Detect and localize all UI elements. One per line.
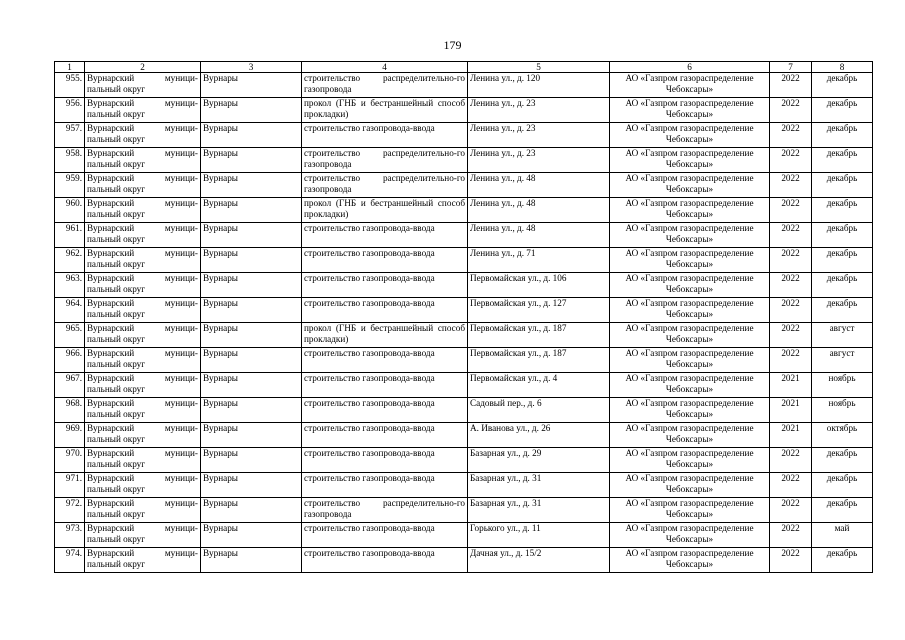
row-number-cell: 972. bbox=[55, 498, 85, 523]
work-type-cell: строительство газопровода-ввода bbox=[302, 123, 468, 148]
work-type-cell: строительство газопровода-ввода bbox=[302, 248, 468, 273]
page-number: 179 bbox=[443, 38, 462, 52]
table-row bbox=[55, 448, 873, 473]
table-row bbox=[55, 373, 873, 398]
work-type-cell: строительство газопровода-ввода bbox=[302, 373, 468, 398]
address-cell: Базарная ул., д. 31 bbox=[468, 473, 610, 498]
organization-cell: АО «Газпром газораспределение Чебоксары» bbox=[610, 548, 770, 573]
settlement-cell: Вурнары bbox=[201, 98, 302, 123]
settlement-cell: Вурнары bbox=[201, 373, 302, 398]
year-cell: 2022 bbox=[770, 548, 812, 573]
settlement-cell: Вурнары bbox=[201, 298, 302, 323]
month-cell: октябрь bbox=[812, 423, 873, 448]
address-cell: Первомайская ул., д. 106 bbox=[468, 273, 610, 298]
work-type-cell: строительство газопровода-ввода bbox=[302, 298, 468, 323]
row-number-cell: 960. bbox=[55, 198, 85, 223]
year-cell: 2022 bbox=[770, 73, 812, 98]
settlement-cell: Вурнары bbox=[201, 323, 302, 348]
organization-cell: АО «Газпром газораспределение Чебоксары» bbox=[610, 373, 770, 398]
address-cell: Ленина ул., д. 23 bbox=[468, 148, 610, 173]
month-cell: август bbox=[812, 348, 873, 373]
year-cell: 2022 bbox=[770, 273, 812, 298]
district-cell: Вурнарский муници-пальный округ bbox=[85, 473, 201, 498]
address-cell: Ленина ул., д. 120 bbox=[468, 73, 610, 98]
work-type-cell: строительство газопровода-ввода bbox=[302, 398, 468, 423]
month-cell: декабрь bbox=[812, 223, 873, 248]
work-type-cell: строительство распределительно-го газопровода bbox=[302, 498, 468, 523]
organization-cell: АО «Газпром газораспределение Чебоксары» bbox=[610, 248, 770, 273]
work-type-cell: прокол (ГНБ и бестраншейный способ прокладки) bbox=[302, 98, 468, 123]
organization-cell: АО «Газпром газораспределение Чебоксары» bbox=[610, 73, 770, 98]
table-row bbox=[55, 398, 873, 423]
address-cell: Ленина ул., д. 71 bbox=[468, 248, 610, 273]
year-cell: 2022 bbox=[770, 498, 812, 523]
column-header-1: 1 bbox=[55, 62, 85, 73]
organization-cell: АО «Газпром газораспределение Чебоксары» bbox=[610, 198, 770, 223]
table-row bbox=[55, 273, 873, 298]
month-cell: декабрь bbox=[812, 248, 873, 273]
address-cell: Первомайская ул., д. 187 bbox=[468, 348, 610, 373]
year-cell: 2022 bbox=[770, 348, 812, 373]
district-cell: Вурнарский муници-пальный округ bbox=[85, 398, 201, 423]
organization-cell: АО «Газпром газораспределение Чебоксары» bbox=[610, 173, 770, 198]
settlement-cell: Вурнары bbox=[201, 123, 302, 148]
work-type-cell: строительство газопровода-ввода bbox=[302, 348, 468, 373]
settlement-cell: Вурнары bbox=[201, 448, 302, 473]
month-cell: декабрь bbox=[812, 298, 873, 323]
address-cell: Первомайская ул., д. 127 bbox=[468, 298, 610, 323]
year-cell: 2022 bbox=[770, 98, 812, 123]
district-cell: Вурнарский муници-пальный округ bbox=[85, 123, 201, 148]
row-number-cell: 962. bbox=[55, 248, 85, 273]
organization-cell: АО «Газпром газораспределение Чебоксары» bbox=[610, 98, 770, 123]
address-cell: Дачная ул., д. 15/2 bbox=[468, 548, 610, 573]
settlement-cell: Вурнары bbox=[201, 348, 302, 373]
row-number-cell: 961. bbox=[55, 223, 85, 248]
year-cell: 2022 bbox=[770, 198, 812, 223]
year-cell: 2021 bbox=[770, 398, 812, 423]
table-row bbox=[55, 98, 873, 123]
month-cell: декабрь bbox=[812, 173, 873, 198]
table-row bbox=[55, 498, 873, 523]
work-type-cell: строительство распределительно-го газопровода bbox=[302, 73, 468, 98]
organization-cell: АО «Газпром газораспределение Чебоксары» bbox=[610, 448, 770, 473]
month-cell: декабрь bbox=[812, 473, 873, 498]
row-number-cell: 968. bbox=[55, 398, 85, 423]
address-cell: Садовый пер., д. 6 bbox=[468, 398, 610, 423]
table-row bbox=[55, 523, 873, 548]
year-cell: 2022 bbox=[770, 148, 812, 173]
table-row bbox=[55, 298, 873, 323]
work-type-cell: строительство распределительно-го газопровода bbox=[302, 148, 468, 173]
row-number-cell: 959. bbox=[55, 173, 85, 198]
table-row bbox=[55, 148, 873, 173]
year-cell: 2022 bbox=[770, 473, 812, 498]
table-row bbox=[55, 423, 873, 448]
row-number-cell: 957. bbox=[55, 123, 85, 148]
settlement-cell: Вурнары bbox=[201, 248, 302, 273]
district-cell: Вурнарский муници-пальный округ bbox=[85, 198, 201, 223]
settlement-cell: Вурнары bbox=[201, 548, 302, 573]
organization-cell: АО «Газпром газораспределение Чебоксары» bbox=[610, 323, 770, 348]
column-header-7: 7 bbox=[770, 62, 812, 73]
settlement-cell: Вурнары bbox=[201, 398, 302, 423]
month-cell: декабрь bbox=[812, 148, 873, 173]
district-cell: Вурнарский муници-пальный округ bbox=[85, 373, 201, 398]
year-cell: 2022 bbox=[770, 298, 812, 323]
organization-cell: АО «Газпром газораспределение Чебоксары» bbox=[610, 123, 770, 148]
year-cell: 2022 bbox=[770, 448, 812, 473]
work-type-cell: строительство газопровода-ввода bbox=[302, 548, 468, 573]
column-header-5: 5 bbox=[468, 62, 610, 73]
organization-cell: АО «Газпром газораспределение Чебоксары» bbox=[610, 473, 770, 498]
address-cell: Первомайская ул., д. 187 bbox=[468, 323, 610, 348]
district-cell: Вурнарский муници-пальный округ bbox=[85, 498, 201, 523]
settlement-cell: Вурнары bbox=[201, 73, 302, 98]
address-cell: Ленина ул., д. 48 bbox=[468, 173, 610, 198]
address-cell: Базарная ул., д. 31 bbox=[468, 498, 610, 523]
row-number-cell: 958. bbox=[55, 148, 85, 173]
work-type-cell: прокол (ГНБ и бестраншейный способ прокладки) bbox=[302, 198, 468, 223]
table-row bbox=[55, 348, 873, 373]
district-cell: Вурнарский муници-пальный округ bbox=[85, 323, 201, 348]
address-cell: Первомайская ул., д. 4 bbox=[468, 373, 610, 398]
district-cell: Вурнарский муници-пальный округ bbox=[85, 298, 201, 323]
table-row bbox=[55, 323, 873, 348]
year-cell: 2022 bbox=[770, 248, 812, 273]
work-type-cell: строительство газопровода-ввода bbox=[302, 523, 468, 548]
settlement-cell: Вурнары bbox=[201, 473, 302, 498]
table-row bbox=[55, 223, 873, 248]
settlement-cell: Вурнары bbox=[201, 173, 302, 198]
year-cell: 2022 bbox=[770, 523, 812, 548]
district-cell: Вурнарский муници-пальный округ bbox=[85, 273, 201, 298]
column-header-4: 4 bbox=[302, 62, 468, 73]
column-header-8: 8 bbox=[812, 62, 873, 73]
district-cell: Вурнарский муници-пальный округ bbox=[85, 148, 201, 173]
settlement-cell: Вурнары bbox=[201, 223, 302, 248]
district-cell: Вурнарский муници-пальный округ bbox=[85, 173, 201, 198]
organization-cell: АО «Газпром газораспределение Чебоксары» bbox=[610, 348, 770, 373]
table-row bbox=[55, 548, 873, 573]
row-number-cell: 971. bbox=[55, 473, 85, 498]
table-row bbox=[55, 173, 873, 198]
table-row bbox=[55, 248, 873, 273]
settlement-cell: Вурнары bbox=[201, 198, 302, 223]
district-cell: Вурнарский муници-пальный округ bbox=[85, 223, 201, 248]
row-number-cell: 970. bbox=[55, 448, 85, 473]
address-cell: Горького ул., д. 11 bbox=[468, 523, 610, 548]
district-cell: Вурнарский муници-пальный округ bbox=[85, 73, 201, 98]
settlement-cell: Вурнары bbox=[201, 273, 302, 298]
month-cell: декабрь bbox=[812, 98, 873, 123]
address-cell: А. Иванова ул., д. 26 bbox=[468, 423, 610, 448]
month-cell: август bbox=[812, 323, 873, 348]
work-type-cell: строительство газопровода-ввода bbox=[302, 473, 468, 498]
table-row bbox=[55, 123, 873, 148]
month-cell: декабрь bbox=[812, 123, 873, 148]
month-cell: декабрь bbox=[812, 273, 873, 298]
row-number-cell: 956. bbox=[55, 98, 85, 123]
district-cell: Вурнарский муници-пальный округ bbox=[85, 348, 201, 373]
row-number-cell: 974. bbox=[55, 548, 85, 573]
district-cell: Вурнарский муници-пальный округ bbox=[85, 98, 201, 123]
organization-cell: АО «Газпром газораспределение Чебоксары» bbox=[610, 298, 770, 323]
organization-cell: АО «Газпром газораспределение Чебоксары» bbox=[610, 423, 770, 448]
table-row bbox=[55, 473, 873, 498]
address-cell: Ленина ул., д. 48 bbox=[468, 223, 610, 248]
organization-cell: АО «Газпром газораспределение Чебоксары» bbox=[610, 148, 770, 173]
year-cell: 2022 bbox=[770, 123, 812, 148]
work-type-cell: строительство газопровода-ввода bbox=[302, 448, 468, 473]
work-type-cell: строительство газопровода-ввода bbox=[302, 423, 468, 448]
year-cell: 2022 bbox=[770, 173, 812, 198]
row-number-cell: 963. bbox=[55, 273, 85, 298]
month-cell: декабрь bbox=[812, 548, 873, 573]
column-header-3: 3 bbox=[201, 62, 302, 73]
year-cell: 2022 bbox=[770, 223, 812, 248]
settlement-cell: Вурнары bbox=[201, 148, 302, 173]
settlement-cell: Вурнары bbox=[201, 523, 302, 548]
year-cell: 2021 bbox=[770, 373, 812, 398]
district-cell: Вурнарский муници-пальный округ bbox=[85, 423, 201, 448]
month-cell: ноябрь bbox=[812, 398, 873, 423]
settlement-cell: Вурнары bbox=[201, 498, 302, 523]
row-number-cell: 964. bbox=[55, 298, 85, 323]
district-cell: Вурнарский муници-пальный округ bbox=[85, 448, 201, 473]
year-cell: 2022 bbox=[770, 323, 812, 348]
month-cell: декабрь bbox=[812, 198, 873, 223]
year-cell: 2021 bbox=[770, 423, 812, 448]
organization-cell: АО «Газпром газораспределение Чебоксары» bbox=[610, 223, 770, 248]
organization-cell: АО «Газпром газораспределение Чебоксары» bbox=[610, 498, 770, 523]
work-type-cell: строительство распределительно-го газопровода bbox=[302, 173, 468, 198]
address-cell: Ленина ул., д. 23 bbox=[468, 98, 610, 123]
table-row bbox=[55, 73, 873, 98]
address-cell: Ленина ул., д. 23 bbox=[468, 123, 610, 148]
settlement-cell: Вурнары bbox=[201, 423, 302, 448]
header-row bbox=[55, 62, 873, 73]
month-cell: ноябрь bbox=[812, 373, 873, 398]
column-header-6: 6 bbox=[610, 62, 770, 73]
row-number-cell: 955. bbox=[55, 73, 85, 98]
organization-cell: АО «Газпром газораспределение Чебоксары» bbox=[610, 523, 770, 548]
month-cell: декабрь bbox=[812, 448, 873, 473]
address-cell: Ленина ул., д. 48 bbox=[468, 198, 610, 223]
row-number-cell: 969. bbox=[55, 423, 85, 448]
address-cell: Базарная ул., д. 29 bbox=[468, 448, 610, 473]
month-cell: декабрь bbox=[812, 498, 873, 523]
month-cell: май bbox=[812, 523, 873, 548]
column-header-2: 2 bbox=[85, 62, 201, 73]
row-number-cell: 967. bbox=[55, 373, 85, 398]
district-cell: Вурнарский муници-пальный округ bbox=[85, 248, 201, 273]
month-cell: декабрь bbox=[812, 73, 873, 98]
district-cell: Вурнарский муници-пальный округ bbox=[85, 548, 201, 573]
row-number-cell: 973. bbox=[55, 523, 85, 548]
row-number-cell: 966. bbox=[55, 348, 85, 373]
district-cell: Вурнарский муници-пальный округ bbox=[85, 523, 201, 548]
work-type-cell: строительство газопровода-ввода bbox=[302, 223, 468, 248]
work-type-cell: прокол (ГНБ и бестраншейный способ прокладки) bbox=[302, 323, 468, 348]
gas-works-table bbox=[54, 61, 873, 573]
organization-cell: АО «Газпром газораспределение Чебоксары» bbox=[610, 398, 770, 423]
table-row bbox=[55, 198, 873, 223]
organization-cell: АО «Газпром газораспределение Чебоксары» bbox=[610, 273, 770, 298]
row-number-cell: 965. bbox=[55, 323, 85, 348]
work-type-cell: строительство газопровода-ввода bbox=[302, 273, 468, 298]
